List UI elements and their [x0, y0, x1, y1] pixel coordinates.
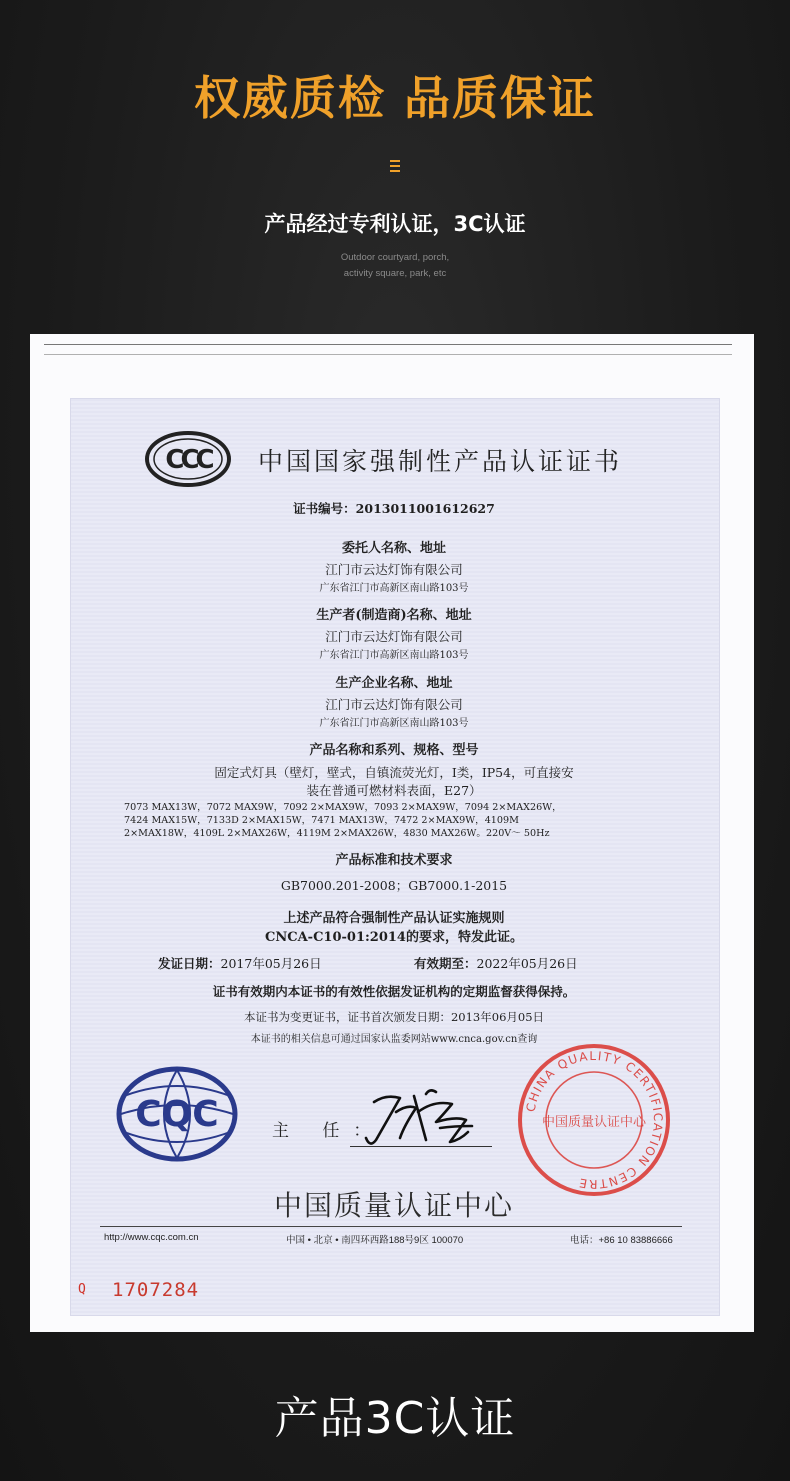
signature-line [350, 1146, 492, 1147]
factory-address: 广东省江门市高新区南山路103号 [319, 718, 469, 729]
certificate-title: 中国国家强制性产品认证证书 [258, 447, 623, 476]
seal-text-english: CHINA QUALITY CERTIFICATION CENTRE [523, 1048, 666, 1192]
page-headline: 权威质检 品质保证 [193, 71, 596, 125]
factory-name: 江门市云达灯饰有限公司 [325, 697, 463, 712]
factory-heading: 生产企业名称、地址 [335, 676, 453, 691]
section-title: 产品3C认证 [274, 1393, 516, 1444]
certificate-number-label: 证书编号： [293, 501, 356, 516]
footer-phone: 电话：+86 10 83886666 [570, 1235, 673, 1246]
ccc-logo-text: CCC [165, 445, 211, 475]
manufacturer-address: 广东省江门市高新区南山路103号 [319, 650, 469, 661]
certification-seal-icon [514, 1040, 674, 1200]
expiry-date-label: 有效期至： [414, 956, 477, 971]
english-caption [0, 250, 790, 282]
ccc-logo-icon [144, 430, 232, 488]
footer-rule [100, 1226, 682, 1227]
seal-text-chinese: 中国质量认证中心 [541, 1115, 647, 1130]
product-description-line1: 固定式灯具（壁灯，壁式，自镇流荧光灯，I类，IP54，可直接安 [214, 765, 574, 780]
expiry-date [414, 954, 578, 972]
page-subheading: 产品经过专利认证，3C认证 [264, 212, 526, 236]
standard-value: GB7000.201-2008；GB7000.1-2015 [280, 878, 508, 893]
change-note: 本证书为变更证书，证书首次颁发日期：2013年06月05日 [243, 1010, 545, 1024]
certificate-number [70, 499, 718, 517]
scan-edge-line [44, 354, 732, 355]
certificate-image [30, 334, 754, 1332]
manufacturer-name: 江门市云达灯饰有限公司 [325, 629, 463, 644]
divider-menu-icon [390, 160, 400, 172]
query-note: 本证书的相关信息可通过国家认监委网站www.cnca.gov.cn查询 [250, 1034, 538, 1045]
director-label: 主 任： [272, 1121, 385, 1141]
cqc-logo-text: CQC [135, 1094, 219, 1135]
certificate-number-value: 2013011001612627 [355, 501, 495, 516]
model-list-line: 2×MAX18W，4109L 2×MAX26W，4119M 2×MAX26W，4830 MAX26W。220V～ 50Hz [124, 828, 550, 839]
standard-heading: 产品标准和技术要求 [335, 853, 453, 868]
footer-address: 中国 • 北京 • 南四环西路188号9区 100070 [286, 1235, 464, 1246]
applicant-address: 广东省江门市高新区南山路103号 [319, 583, 469, 594]
expiry-date-value: 2022年05月26日 [476, 956, 578, 971]
serial-prefix: Q [78, 1282, 86, 1297]
applicant-name: 江门市云达灯饰有限公司 [325, 562, 463, 577]
issue-date-value: 2017年05月26日 [220, 956, 322, 971]
model-list [124, 801, 684, 840]
cqc-logo-icon [116, 1066, 238, 1162]
issuer-name: 中国质量认证中心 [273, 1189, 514, 1222]
model-list-line: 7073 MAX13W，7072 MAX9W，7092 2×MAX9W，7093 2×MAX9W，7094 2×MAX26W， [124, 802, 562, 813]
rule-line2: CNCA-C10-01:2014的要求，特发此证。 [265, 930, 523, 945]
validity-note: 证书有效期内本证书的有效性依据发证机构的定期监督获得保持。 [212, 984, 576, 999]
product-description-line2: 装在普通可燃材料表面，E27） [306, 783, 482, 798]
issue-date-label: 发证日期： [158, 956, 221, 971]
scan-edge-line [44, 344, 732, 345]
signature-image [356, 1082, 492, 1152]
footer-url: http://www.cqc.com.cn [104, 1232, 199, 1243]
applicant-heading: 委托人名称、地址 [341, 541, 446, 556]
english-caption-line1: Outdoor courtyard, porch, [340, 252, 450, 263]
serial-number: 1707284 [112, 1279, 200, 1301]
english-caption-line2: activity square, park, etc [343, 268, 447, 279]
product-heading: 产品名称和系列、规格、型号 [309, 743, 479, 758]
issue-date [158, 954, 322, 972]
manufacturer-heading: 生产者(制造商)名称、地址 [316, 608, 472, 623]
rule-line1: 上述产品符合强制性产品认证实施规则 [283, 911, 505, 926]
model-list-line: 7424 MAX15W，7133D 2×MAX15W，7471 MAX13W，7472 2×MAX9W，4109M [124, 815, 519, 826]
